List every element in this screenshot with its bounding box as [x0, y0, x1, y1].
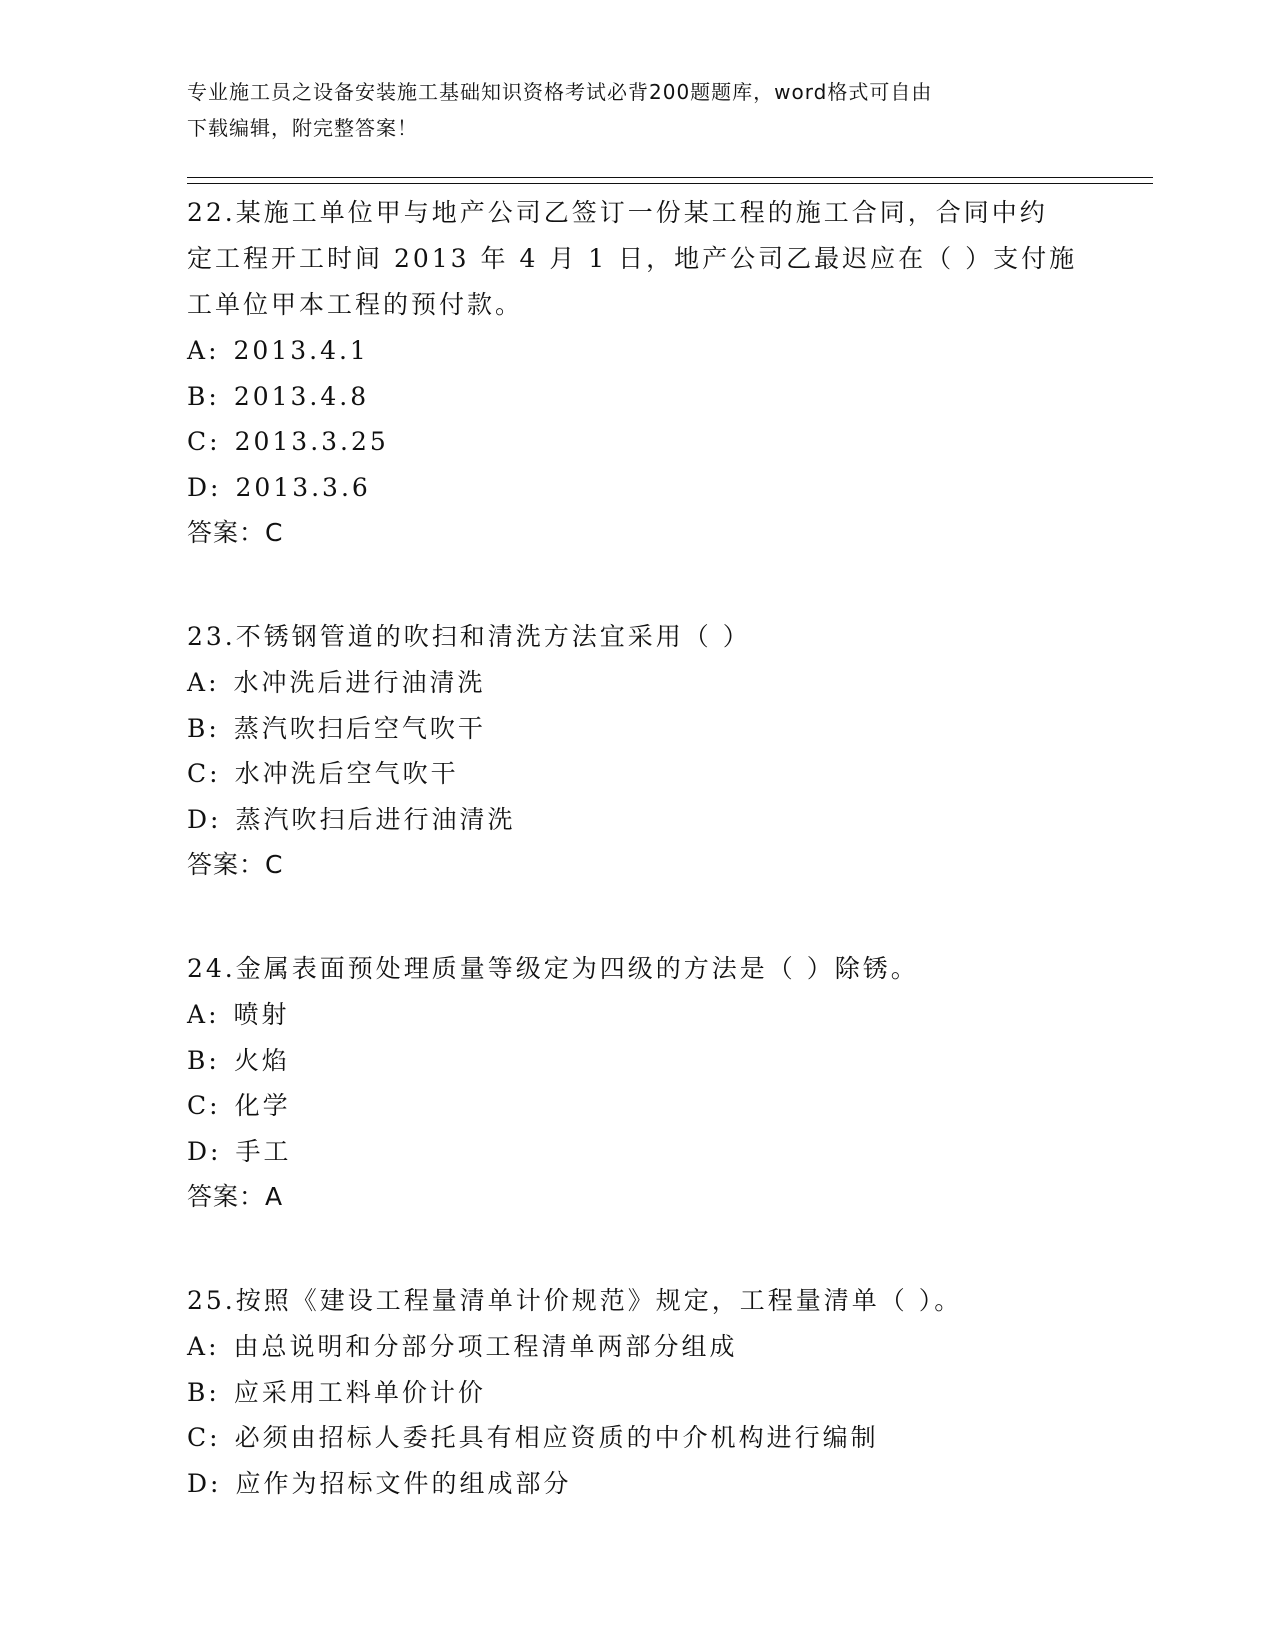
option-d: [187, 465, 1117, 511]
question-stem-line: 25.按照《建设工程量清单计价规范》规定，工程量清单（ ）。: [187, 1286, 963, 1315]
question-list: [187, 190, 1117, 1506]
option-a: [187, 1324, 1117, 1370]
question-spacer: [187, 556, 1117, 614]
option-text: 2013.4.1: [233, 336, 369, 365]
option-key: A: [187, 1332, 209, 1361]
option-d: [187, 797, 1117, 843]
option-c: [187, 1415, 1117, 1461]
option-key: C: [187, 427, 210, 456]
question-stem-line: 22.某施工单位甲与地产公司乙签订一份某工程的施工合同，合同中约: [187, 198, 1048, 227]
question-block: [187, 614, 1117, 888]
option-key: B: [187, 713, 209, 743]
option-key: B: [187, 1045, 209, 1075]
option-key: D: [187, 804, 211, 834]
option-separator: :: [210, 1468, 222, 1498]
option-key: C: [187, 1423, 210, 1452]
option-text: 应采用工料单价计价: [233, 1377, 486, 1407]
header-line-1: 专业施工员之设备安装施工基础知识资格考试必背200题题库，word格式可自由: [187, 80, 933, 104]
option-separator: :: [210, 1136, 222, 1166]
option-d: [187, 1129, 1117, 1175]
option-c: [187, 419, 1117, 465]
option-key: B: [187, 381, 209, 411]
option-text: 由总说明和分部分项工程清单两部分组成: [233, 1332, 738, 1361]
question-spacer: [187, 888, 1117, 946]
option-separator: :: [209, 427, 221, 456]
option-separator: :: [209, 759, 221, 788]
option-key: D: [187, 1136, 211, 1166]
question-block: [187, 1278, 1117, 1506]
header-line-2: 下载编辑，附完整答案！: [187, 116, 418, 140]
option-text: 2013.3.6: [235, 472, 371, 502]
option-separator: :: [210, 804, 222, 834]
question-block: [187, 190, 1117, 556]
option-c: [187, 1083, 1117, 1129]
option-text: 手工: [235, 1136, 292, 1166]
option-text: 蒸汽吹扫后进行油清洗: [235, 804, 516, 834]
option-key: D: [187, 1468, 211, 1498]
document-header: [187, 74, 1087, 146]
option-text: 2013.3.25: [234, 427, 389, 456]
option-separator: :: [208, 1332, 220, 1361]
option-separator: :: [208, 1000, 220, 1029]
option-key: D: [187, 472, 211, 502]
option-text: 水冲洗后进行油清洗: [233, 668, 486, 697]
option-a: [187, 660, 1117, 706]
option-text: 蒸汽吹扫后空气吹干: [233, 713, 486, 743]
option-key: A: [187, 1000, 209, 1029]
option-separator: :: [208, 668, 220, 697]
answer-line: 答案：C: [187, 850, 284, 879]
option-a: [187, 992, 1117, 1038]
option-key: C: [187, 1091, 210, 1120]
header-divider-bottom: [187, 183, 1153, 184]
question-stem-line: 23.不锈钢管道的吹扫和清洗方法宜采用（ ）: [187, 622, 751, 651]
option-separator: :: [208, 1045, 220, 1075]
option-separator: :: [208, 381, 220, 411]
option-c: [187, 751, 1117, 797]
option-separator: :: [208, 713, 220, 743]
option-text: 应作为招标文件的组成部分: [235, 1468, 572, 1498]
option-key: A: [187, 668, 209, 697]
option-d: [187, 1461, 1117, 1507]
option-b: [187, 1370, 1117, 1416]
option-text: 化学: [234, 1091, 291, 1120]
option-b: [187, 706, 1117, 752]
option-separator: :: [210, 472, 222, 502]
answer-line: 答案：A: [187, 1182, 284, 1211]
question-stem-line: 定工程开工时间 2013 年 4 月 1 日，地产公司乙最迟应在（ ）支付施: [187, 244, 1078, 273]
option-b: [187, 1038, 1117, 1084]
option-separator: :: [209, 1423, 221, 1452]
option-text: 喷射: [233, 1000, 290, 1029]
answer-line: 答案：C: [187, 518, 284, 547]
question-stem-line: 24.金属表面预处理质量等级定为四级的方法是（ ）除锈。: [187, 954, 919, 983]
option-separator: :: [208, 336, 220, 365]
header-divider-top: [187, 177, 1153, 178]
option-key: B: [187, 1377, 209, 1407]
option-key: C: [187, 759, 210, 788]
option-text: 必须由招标人委托具有相应资质的中介机构进行编制: [234, 1423, 879, 1452]
question-block: [187, 946, 1117, 1220]
question-spacer: [187, 1220, 1117, 1278]
option-separator: :: [208, 1377, 220, 1407]
option-key: A: [187, 336, 209, 365]
option-separator: :: [209, 1091, 221, 1120]
question-stem-line: 工单位甲本工程的预付款。: [187, 290, 524, 319]
option-a: [187, 328, 1117, 374]
option-text: 火焰: [233, 1045, 290, 1075]
option-b: [187, 374, 1117, 420]
option-text: 水冲洗后空气吹干: [234, 759, 459, 788]
option-text: 2013.4.8: [233, 381, 370, 411]
